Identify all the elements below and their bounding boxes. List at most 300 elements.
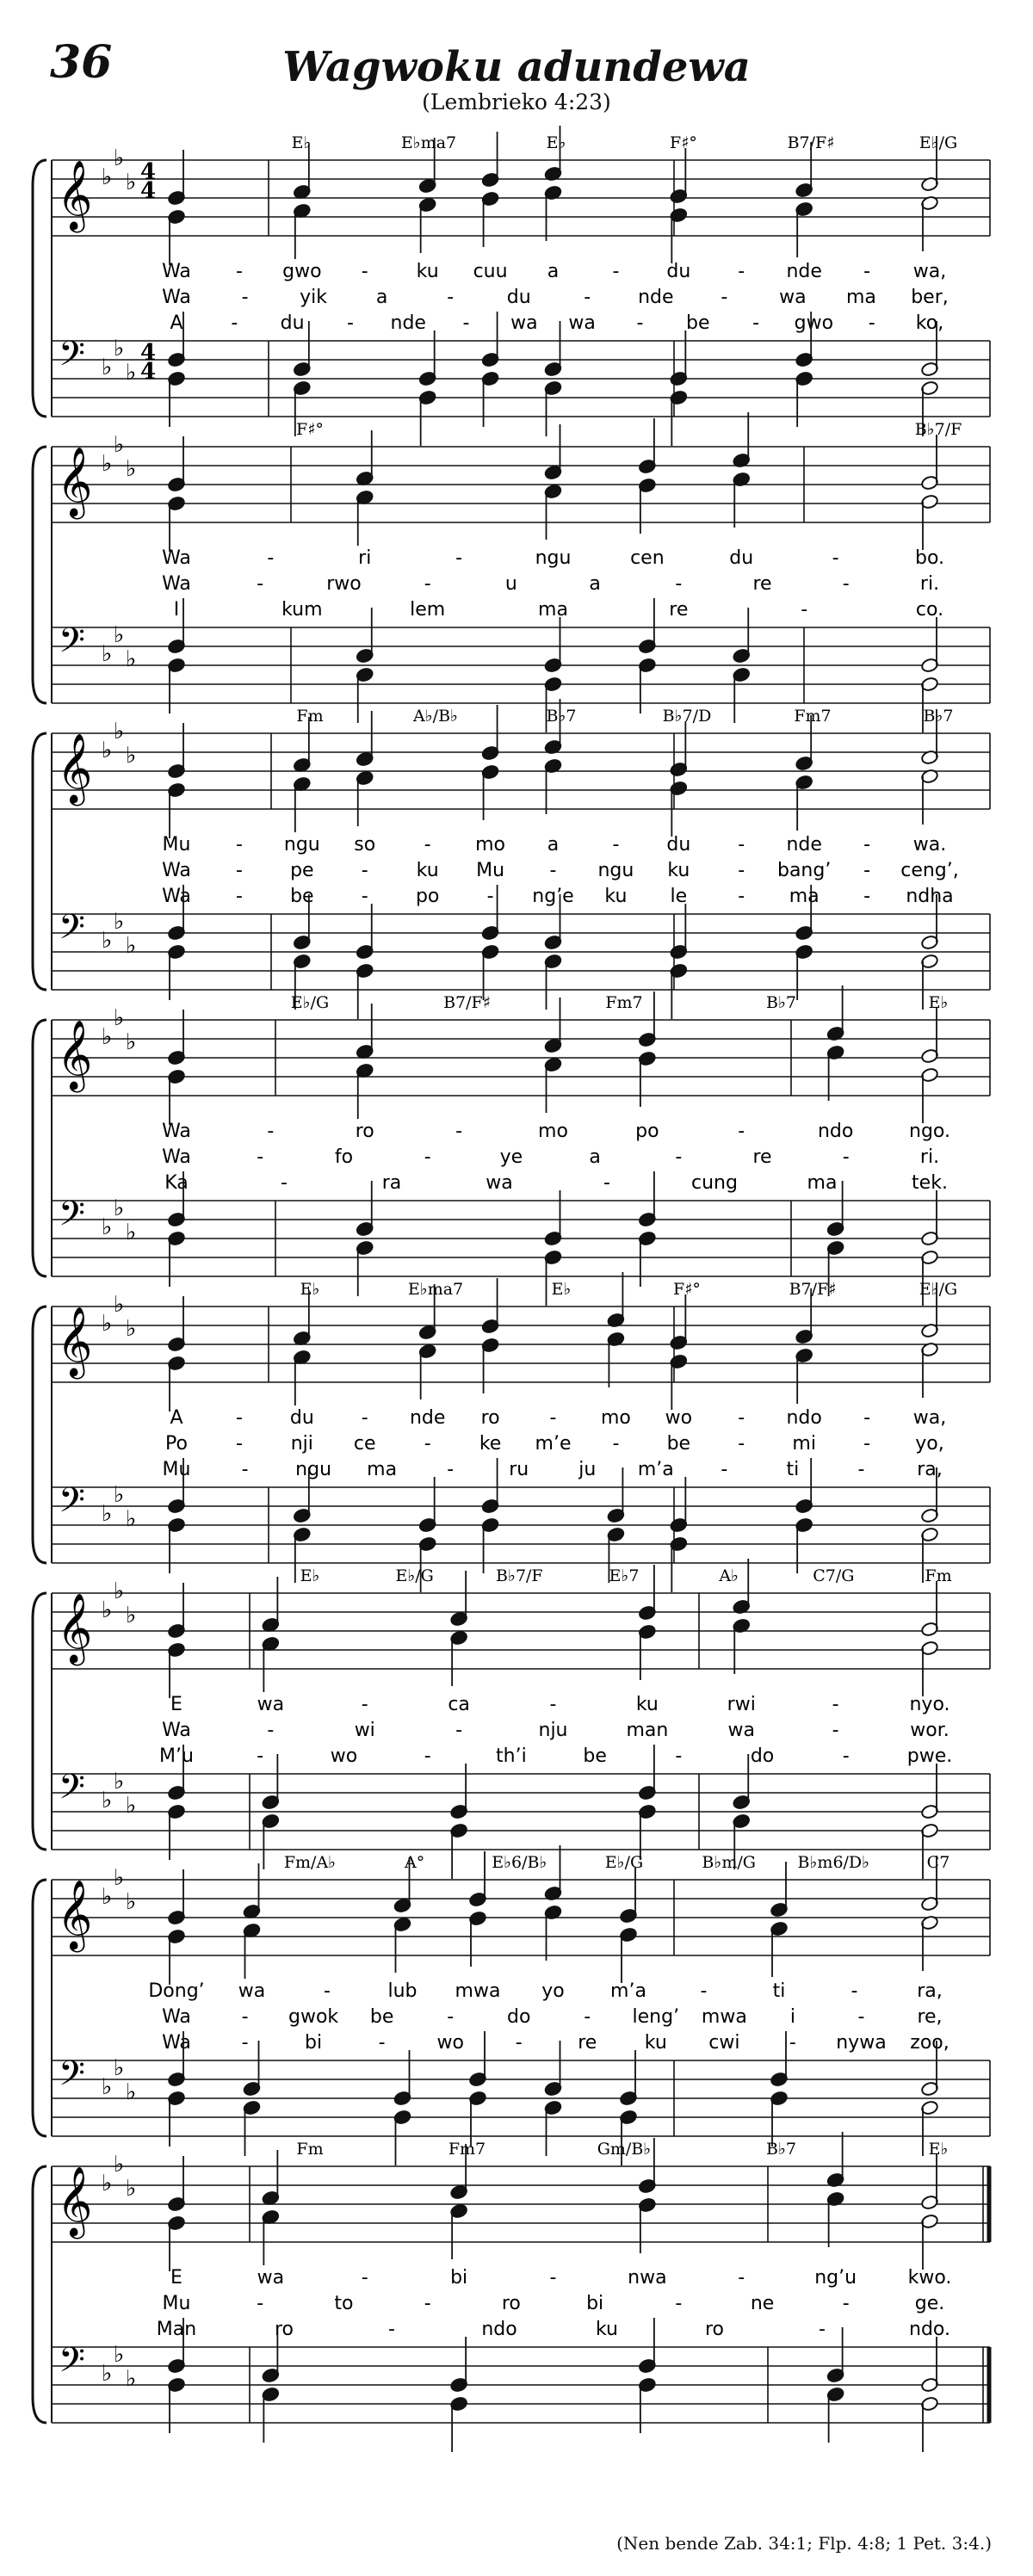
lyric-syllable: re, [917, 2006, 943, 2028]
lyric-hyphen: - [424, 1146, 431, 1168]
lyric-syllable: Ka [164, 1172, 189, 1194]
chord-symbol: B♭7/F [914, 420, 962, 439]
lyric-hyphen: - [832, 547, 839, 569]
system-brace [33, 1880, 46, 2136]
bass-clef: 𝄢 [59, 1194, 85, 1242]
lyric-syllable: du [666, 261, 691, 282]
lyric-hyphen: - [842, 1745, 850, 1767]
lyric-hyphen: - [738, 860, 745, 881]
lyric-syllable: cuu [473, 261, 508, 282]
bass-clef: 𝄢 [59, 621, 85, 669]
lyric-hyphen: - [424, 834, 431, 856]
chord-symbol: B7/F♯ [789, 1280, 837, 1299]
lyric-syllable: A [170, 1407, 183, 1429]
treble-clef: 𝄞 [57, 1306, 93, 1376]
lyric-hyphen: - [447, 1459, 455, 1480]
lyric-syllable: be [583, 1745, 607, 1767]
lyric-hyphen: - [675, 573, 683, 595]
key-flat: ♭ [126, 456, 137, 482]
lyric-syllable: be [666, 1433, 691, 1455]
lyric-syllable: rwo [326, 573, 362, 595]
music-system [33, 412, 990, 732]
key-flat: ♭ [126, 2176, 137, 2202]
lyric-syllable: E [170, 1694, 182, 1715]
lyric-hyphen: - [721, 287, 728, 308]
key-flat: ♭ [102, 1501, 113, 1527]
lyric-hyphen: - [832, 1694, 839, 1715]
lyric-syllable: fo [334, 1146, 354, 1168]
music-system [33, 126, 990, 446]
lyric-syllable: nywa [836, 2032, 887, 2054]
lyric-syllable: ngu [283, 834, 320, 856]
lyric-syllable: Man [156, 2319, 197, 2340]
chord-symbol: E♭/G [919, 1280, 958, 1299]
lyric-hyphen: - [281, 1172, 288, 1194]
lyric-syllable: cwi [708, 2032, 740, 2054]
lyric-syllable: ngu [535, 547, 572, 569]
lyric-syllable: Wa [162, 1720, 191, 1741]
lyric-hyphen: - [231, 312, 238, 334]
lyric-syllable: wa, [912, 261, 947, 282]
lyric-hyphen: - [549, 2267, 557, 2289]
chord-symbol: E♭/G [290, 993, 330, 1012]
lyric-syllable: du [666, 834, 691, 856]
hymn-title: Wagwoku adundewa [282, 43, 751, 91]
key-flat: ♭ [102, 355, 113, 380]
footer-references: (Nen bende Zab. 34:1; Flp. 4:8; 1 Pet. 3:4.) [616, 2533, 992, 2554]
lyric-syllable: m’e [535, 1433, 572, 1455]
key-flat: ♭ [126, 1220, 137, 1245]
system-brace [33, 1020, 46, 1276]
chord-symbol: Fm/A♭ [283, 1853, 337, 1872]
time-signature-top: 4 [139, 340, 157, 366]
lyric-syllable: ndo [481, 2319, 517, 2340]
chord-symbol: B♭7 [765, 993, 797, 1012]
lyric-syllable: du [280, 312, 305, 334]
system-brace [33, 447, 46, 703]
lyric-syllable: kwo. [907, 2267, 952, 2289]
lyric-syllable: re [752, 1146, 772, 1168]
lyric-hyphen: - [241, 2006, 249, 2028]
lyric-syllable: yo [541, 1980, 565, 2002]
lyric-hyphen: - [346, 312, 354, 334]
lyric-hyphen: - [462, 312, 470, 334]
lyric-syllable: wa. [912, 834, 947, 856]
lyric-syllable: Wa [162, 2006, 191, 2028]
lyric-syllable: Dong’ [148, 1980, 205, 2002]
lyric-syllable: gwo [794, 312, 834, 334]
lyric-hyphen: - [842, 2293, 850, 2314]
system-brace [33, 733, 46, 990]
lyric-hyphen: - [257, 573, 264, 595]
lyric-syllable: ro [274, 2319, 294, 2340]
key-flat: ♭ [114, 1769, 125, 1795]
lyric-syllable: du [506, 287, 531, 308]
lyric-hyphen: - [857, 1459, 865, 1480]
lyric-hyphen: - [424, 1745, 431, 1767]
lyric-syllable: nji [290, 1433, 313, 1455]
lyric-syllable: do [750, 1745, 775, 1767]
chord-symbol: A♭/B♭ [412, 707, 459, 726]
lyric-hyphen: - [455, 547, 463, 569]
lyric-syllable: ku [595, 2319, 619, 2340]
lyric-hyphen: - [447, 287, 455, 308]
lyric-hyphen: - [738, 1407, 745, 1429]
treble-clef: 𝄞 [57, 159, 93, 230]
lyric-syllable: a [589, 573, 601, 595]
lyric-syllable: yik [300, 287, 328, 308]
lyric-syllable: ye [499, 1146, 523, 1168]
lyric-syllable: wo [436, 2032, 464, 2054]
lyric-hyphen: - [549, 1694, 557, 1715]
key-flat: ♭ [102, 641, 113, 667]
chord-symbol: E♭7 [609, 1566, 640, 1585]
music-system [33, 699, 990, 1019]
lyric-syllable: ndo [786, 1407, 822, 1429]
chord-symbol: B♭7 [923, 707, 954, 726]
bass-clef: 𝄢 [59, 334, 85, 382]
music-system [33, 1272, 990, 1592]
key-flat: ♭ [102, 1884, 113, 1910]
lyric-syllable: Wa [162, 573, 191, 595]
scripture-reference: (Lembrieko 4:23) [422, 90, 611, 114]
key-flat: ♭ [102, 1024, 113, 1050]
lyric-syllable: Mu [162, 2293, 191, 2314]
lyric-hyphen: - [863, 1407, 871, 1429]
lyric-syllable: Wa [162, 2032, 191, 2054]
lyric-syllable: ku [635, 1694, 659, 1715]
key-flat: ♭ [102, 1788, 113, 1813]
key-flat: ♭ [114, 432, 125, 458]
lyric-syllable: ngo. [909, 1121, 950, 1142]
lyric-syllable: ru [509, 1459, 529, 1480]
lyric-syllable: Mu [162, 1459, 191, 1480]
key-flat: ♭ [126, 1793, 137, 1819]
treble-clef: 𝄞 [57, 446, 93, 516]
time-signature-bottom: 4 [139, 359, 157, 385]
lyric-syllable: wo [330, 1745, 358, 1767]
lyric-syllable: mo [475, 834, 506, 856]
lyric-hyphen: - [789, 2032, 796, 2054]
lyric-hyphen: - [361, 1407, 368, 1429]
lyric-syllable: ceng’, [900, 860, 959, 881]
lyric-syllable: m’a [610, 1980, 646, 2002]
lyric-syllable: nju [538, 1720, 568, 1741]
key-flat: ♭ [102, 164, 113, 190]
lyric-syllable: ng’u [814, 2267, 857, 2289]
key-flat: ♭ [102, 738, 113, 763]
lyric-syllable: yo, [915, 1433, 944, 1455]
hymn-number: 36 [50, 36, 113, 89]
lyric-hyphen: - [455, 1720, 463, 1741]
lyric-syllable: E [170, 2267, 182, 2289]
lyric-syllable: re [669, 599, 689, 621]
lyric-syllable: re [752, 573, 772, 595]
lyric-syllable: ma [538, 599, 568, 621]
bass-clef: 𝄢 [59, 2054, 85, 2102]
lyric-syllable: Wa [162, 886, 191, 907]
lyric-syllable: wa, [912, 1407, 947, 1429]
lyric-hyphen: - [486, 886, 494, 907]
lyric-hyphen: - [235, 886, 243, 907]
lyric-hyphen: - [267, 1720, 275, 1741]
key-flat: ♭ [114, 909, 125, 935]
lyric-hyphen: - [515, 2032, 523, 2054]
lyric-syllable: so [354, 834, 376, 856]
key-flat: ♭ [126, 743, 137, 769]
lyric-syllable: nde [409, 1407, 446, 1429]
lyric-hyphen: - [738, 1121, 745, 1142]
key-flat: ♭ [102, 1311, 113, 1337]
lyric-syllable: ra [381, 1172, 402, 1194]
lyric-syllable: ko, [915, 312, 944, 334]
lyric-syllable: tek. [912, 1172, 948, 1194]
key-flat: ♭ [114, 622, 125, 648]
key-flat: ♭ [126, 1889, 137, 1915]
lyric-hyphen: - [612, 834, 620, 856]
lyric-syllable: ber, [911, 287, 949, 308]
lyric-syllable: gwok [288, 2006, 339, 2028]
chord-symbol: B♭7/D [662, 707, 712, 726]
lyric-syllable: nyo. [909, 1694, 950, 1715]
lyric-syllable: gwo [282, 261, 322, 282]
lyric-syllable: Wa [162, 1146, 191, 1168]
lyric-hyphen: - [700, 1980, 708, 2002]
lyric-syllable: du [729, 547, 754, 569]
lyric-hyphen: - [603, 1172, 610, 1194]
lyric-hyphen: - [235, 1407, 243, 1429]
chord-symbol: F♯° [670, 133, 697, 152]
lyric-hyphen: - [863, 860, 871, 881]
lyric-syllable: ng’e [532, 886, 574, 907]
lyric-hyphen: - [842, 1146, 850, 1168]
chord-symbol: B♭7/F [496, 1566, 543, 1585]
lyric-hyphen: - [378, 2032, 386, 2054]
lyric-syllable: be [686, 312, 710, 334]
chord-symbol: E♭ [551, 1280, 572, 1299]
lyric-syllable: zoo, [910, 2032, 949, 2054]
lyric-hyphen: - [584, 287, 591, 308]
lyric-syllable: ma [789, 886, 820, 907]
lyric-syllable: ca [448, 1694, 470, 1715]
lyric-syllable: man [626, 1720, 669, 1741]
lyric-hyphen: - [868, 312, 875, 334]
lyric-hyphen: - [235, 860, 243, 881]
chord-symbol: Fm7 [605, 993, 643, 1012]
lyric-syllable: ndo. [909, 2319, 950, 2340]
lyric-syllable: be [290, 886, 314, 907]
time-signature-top: 4 [139, 159, 157, 185]
chord-symbol: Fm [296, 2140, 324, 2159]
lyric-syllable: wa [486, 1172, 513, 1194]
key-flat: ♭ [126, 933, 137, 959]
lyric-syllable: wo [665, 1407, 693, 1429]
lyric-syllable: a [547, 261, 560, 282]
chord-symbol: B♭m/G [702, 1853, 756, 1872]
lyric-syllable: bi [305, 2032, 323, 2054]
lyric-syllable: ju [578, 1459, 597, 1480]
lyric-syllable: to [334, 2293, 354, 2314]
lyric-hyphen: - [721, 1459, 728, 1480]
treble-clef: 𝄞 [57, 2165, 93, 2236]
key-flat: ♭ [114, 1005, 125, 1031]
chord-symbol: Fm7 [448, 2140, 486, 2159]
chord-symbol: F♯° [296, 420, 324, 439]
lyric-syllable: be [369, 2006, 394, 2028]
lyric-syllable: th’i [496, 1745, 527, 1767]
time-signature-bottom: 4 [139, 178, 157, 204]
lyric-hyphen: - [361, 261, 368, 282]
lyric-hyphen: - [257, 1146, 264, 1168]
lyric-syllable: nde [390, 312, 426, 334]
lyric-syllable: ku [416, 860, 439, 881]
music-system [33, 1845, 990, 2165]
lyric-hyphen: - [455, 1121, 463, 1142]
chord-symbol: C7 [926, 1853, 950, 1872]
lyric-hyphen: - [257, 1745, 264, 1767]
key-flat: ♭ [126, 2079, 137, 2105]
lyric-syllable: Wa [162, 547, 191, 569]
lyric-syllable: ti [772, 1980, 786, 2002]
music-system [33, 1559, 990, 1879]
lyric-syllable: ro [480, 1407, 500, 1429]
lyric-syllable: mi [792, 1433, 816, 1455]
lyric-hyphen: - [424, 573, 431, 595]
lyric-syllable: a [375, 287, 388, 308]
lyric-hyphen: - [738, 261, 745, 282]
key-flat: ♭ [114, 1292, 125, 1318]
lyric-syllable: ku [644, 2032, 667, 2054]
lyric-syllable: mwa [701, 2006, 747, 2028]
key-flat: ♭ [126, 360, 137, 386]
lyric-syllable: ra, [917, 1459, 943, 1480]
lyric-hyphen: - [819, 2319, 826, 2340]
lyric-hyphen: - [675, 2293, 683, 2314]
lyric-syllable: wa [779, 287, 807, 308]
lyric-hyphen: - [361, 886, 368, 907]
lyric-syllable: re [578, 2032, 597, 2054]
lyric-hyphen: - [241, 2032, 249, 2054]
chord-symbol: B♭m6/D♭ [797, 1853, 870, 1872]
lyric-syllable: ndha [906, 886, 954, 907]
lyric-syllable: bo. [914, 547, 945, 569]
chord-symbol: E♭ [300, 1280, 320, 1299]
lyric-syllable: ndo [817, 1121, 854, 1142]
key-flat: ♭ [114, 145, 125, 171]
lyric-hyphen: - [738, 1433, 745, 1455]
treble-clef: 𝄞 [57, 732, 93, 803]
chord-symbol: E♭/G [919, 133, 958, 152]
lyric-syllable: kum [281, 599, 323, 621]
lyric-hyphen: - [584, 2006, 591, 2028]
lyric-syllable: lem [410, 599, 446, 621]
lyric-hyphen: - [738, 2267, 745, 2289]
lyric-syllable: mo [600, 1407, 631, 1429]
lyric-syllable: le [670, 886, 688, 907]
bass-clef: 𝄢 [59, 1767, 85, 1815]
lyric-hyphen: - [388, 2319, 395, 2340]
chord-symbol: E♭ [928, 2140, 949, 2159]
lyric-syllable: nde [786, 834, 822, 856]
lyric-syllable: ce [353, 1433, 376, 1455]
key-flat: ♭ [102, 928, 113, 954]
lyric-syllable: po [415, 886, 440, 907]
chord-symbol: E♭/G [395, 1566, 434, 1585]
lyric-syllable: a [547, 834, 560, 856]
lyric-syllable: ro [501, 2293, 521, 2314]
chord-symbol: E♭ [928, 993, 949, 1012]
lyric-hyphen: - [361, 1694, 368, 1715]
lyric-hyphen: - [549, 860, 557, 881]
lyric-syllable: wa [510, 312, 538, 334]
lyric-syllable: bang’ [776, 860, 832, 881]
lyric-hyphen: - [801, 599, 808, 621]
key-flat: ♭ [114, 1482, 125, 1508]
lyric-syllable: mo [538, 1121, 568, 1142]
key-flat: ♭ [126, 646, 137, 672]
lyric-syllable: rwi [727, 1694, 756, 1715]
chord-symbol: Fm7 [794, 707, 832, 726]
key-flat: ♭ [114, 1865, 125, 1891]
key-flat: ♭ [114, 719, 125, 744]
key-flat: ♭ [126, 2366, 137, 2392]
lyric-syllable: nde [638, 287, 674, 308]
lyric-hyphen: - [675, 1146, 683, 1168]
lyric-syllable: m’a [637, 1459, 674, 1480]
chord-symbol: B♭7 [765, 2140, 797, 2159]
lyric-hyphen: - [612, 1433, 620, 1455]
key-flat: ♭ [102, 2361, 113, 2387]
lyric-hyphen: - [324, 1980, 331, 2002]
lyric-syllable: cung [691, 1172, 738, 1194]
chord-symbol: B7/F♯ [443, 993, 491, 1012]
key-flat: ♭ [102, 451, 113, 477]
lyric-syllable: wi [354, 1720, 375, 1741]
key-flat: ♭ [114, 2055, 125, 2081]
treble-clef: 𝄞 [57, 1879, 93, 1949]
lyric-hyphen: - [424, 1433, 431, 1455]
lyric-hyphen: - [863, 1433, 871, 1455]
lyric-hyphen: - [241, 1459, 249, 1480]
lyric-syllable: ra, [917, 1980, 943, 2002]
lyric-hyphen: - [851, 1980, 858, 2002]
lyric-syllable: bi [450, 2267, 468, 2289]
lyric-hyphen: - [257, 2293, 264, 2314]
lyric-syllable: nde [786, 261, 822, 282]
lyric-syllable: ke [479, 1433, 502, 1455]
lyric-syllable: pe [290, 860, 314, 881]
lyric-syllable: wa [257, 2267, 285, 2289]
chord-symbol: E♭6/B♭ [492, 1853, 547, 1872]
lyric-syllable: i [789, 2006, 795, 2028]
key-flat: ♭ [102, 2171, 113, 2196]
lyric-syllable: ro [704, 2319, 725, 2340]
key-flat: ♭ [126, 1603, 137, 1628]
lyric-hyphen: - [361, 2267, 368, 2289]
system-brace [33, 1593, 46, 1850]
lyric-hyphen: - [738, 834, 745, 856]
key-flat: ♭ [102, 1597, 113, 1623]
key-flat: ♭ [126, 1506, 137, 1532]
chord-symbol: B7/F♯ [787, 133, 835, 152]
lyric-syllable: ku [604, 886, 628, 907]
lyric-hyphen: - [267, 547, 275, 569]
lyric-hyphen: - [863, 261, 871, 282]
key-flat: ♭ [102, 1214, 113, 1240]
lyric-hyphen: - [857, 2006, 865, 2028]
key-flat: ♭ [102, 2074, 113, 2100]
lyric-syllable: ku [667, 860, 690, 881]
